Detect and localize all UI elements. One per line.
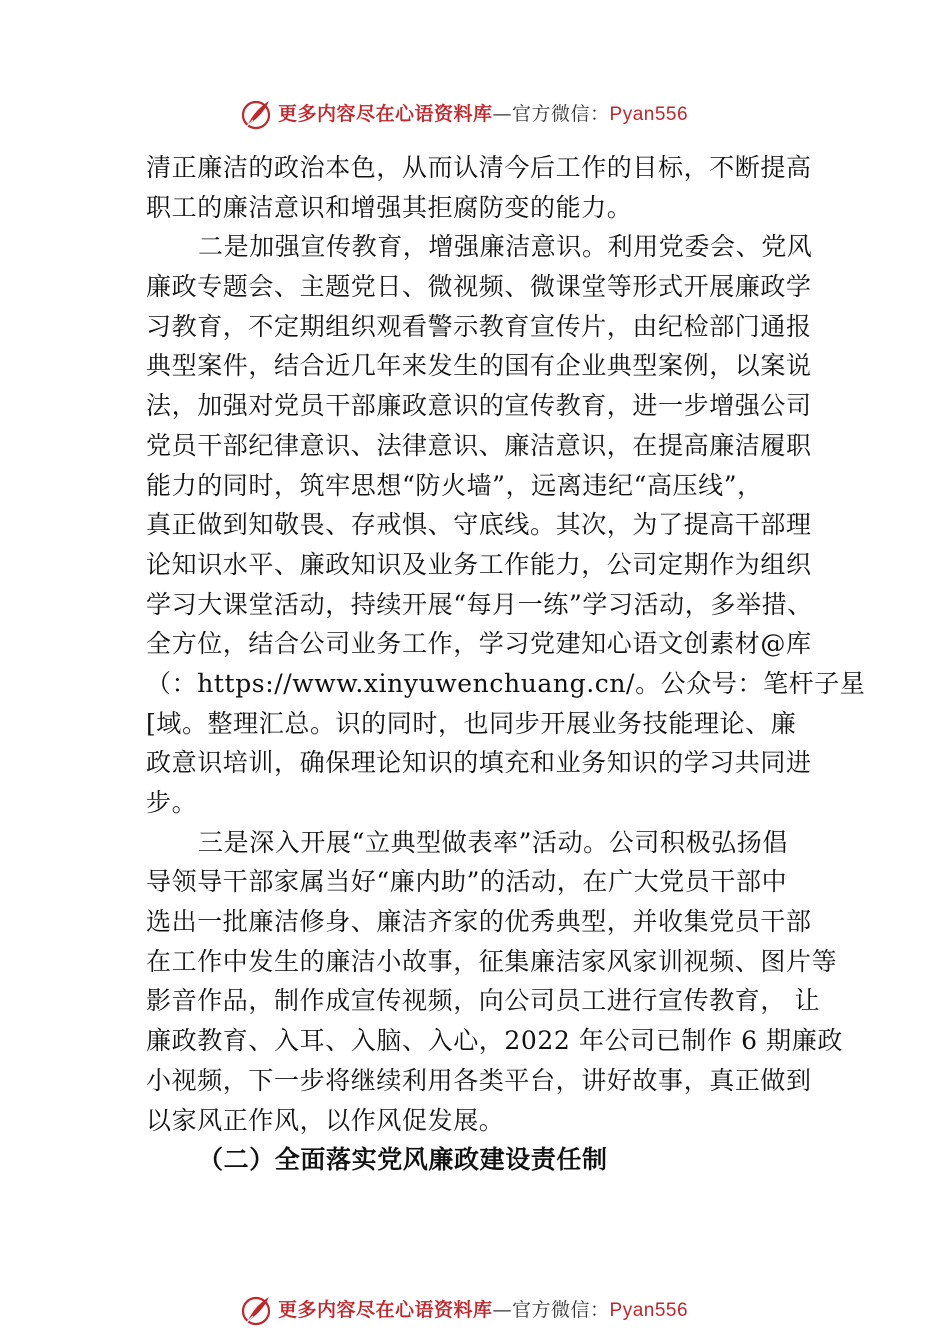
text-line: 三是深入开展“立典型做表率”活动。公司积极弘扬倡 <box>198 827 788 857</box>
footer-banner <box>0 1288 950 1332</box>
banner-separator: — <box>492 1299 513 1321</box>
text-line: 职工的廉洁意识和增强其拒腐防变的能力。 <box>146 192 633 222</box>
text-line: 以家风正作风，以作风促发展。 <box>146 1105 505 1135</box>
text-line: 在工作中发生的廉洁小故事，征集廉洁家风家训视频、图片等 <box>146 946 838 976</box>
text-line: [域。整理汇总。识的同时，也同步开展业务技能理论、廉 <box>146 708 797 738</box>
text-line: 法，加强对党员干部廉政意识的宣传教育，进一步增强公司 <box>146 391 812 421</box>
quill-logo-icon <box>238 1292 274 1328</box>
text-line: 真正做到知敬畏、存戒惧、守底线。其次，为了提高干部理 <box>146 510 812 540</box>
text-line: 习教育，不定期组织观看警示教育宣传片，由纪检部门通报 <box>146 311 812 341</box>
text-line: 选出一批廉洁修身、廉洁齐家的优秀典型，并收集党员干部 <box>146 907 812 937</box>
text-line: 论知识水平、廉政知识及业务工作能力，公司定期作为组织 <box>146 549 812 579</box>
banner-text <box>278 1296 688 1325</box>
text-line: 廉政专题会、主题党日、微视频、微课堂等形式开展廉政学 <box>146 272 812 302</box>
text-line: 能力的同时，筑牢思想“防火墙”，远离违纪“高压线”， <box>146 470 763 500</box>
text-line: 廉政教育、入耳、入脑、入心，2022 年公司已制作 6 期廉政 <box>146 1026 843 1056</box>
text-line: 典型案件，结合近几年来发生的国有企业典型案例，以案说 <box>146 351 812 381</box>
text-line: （：https://www.xinyuwenchuang.cn/。公众号：笔杆子星 <box>146 668 866 698</box>
text-line: 步。 <box>146 788 198 817</box>
banner-separator: — <box>492 103 513 125</box>
banner-account: Pyan556 <box>609 104 689 125</box>
banner-official-label: 官方微信： <box>512 103 610 125</box>
banner-account: Pyan556 <box>609 1300 689 1321</box>
text-line: 清正廉洁的政治本色，从而认清今后工作的目标，不断提高 <box>146 153 812 182</box>
text-line: 学习大课堂活动，持续开展“每月一练”学习活动，多举措、 <box>146 589 813 619</box>
banner-brand: 更多内容尽在心语资料库 <box>278 103 493 125</box>
text-line: 党员干部纪律意识、法律意识、廉洁意识，在提高廉洁履职 <box>146 430 812 460</box>
banner-official-label: 官方微信： <box>512 1299 610 1321</box>
banner-text <box>278 100 688 129</box>
section-heading: （二）全面落实党风廉政建设责任制 <box>198 1145 608 1175</box>
text-line: 影音作品，制作成宣传视频，向公司员工进行宣传教育， 让 <box>146 986 821 1016</box>
text-line: 导领导干部家属当好“廉内助”的活动，在广大党员干部中 <box>146 867 788 897</box>
text-line: 政意识培训，确保理论知识的填充和业务知识的学习共同进 <box>146 748 812 778</box>
header-banner <box>0 92 950 136</box>
text-line: 小视频，下一步将继续利用各类平台，讲好故事，真正做到 <box>146 1065 812 1095</box>
banner-brand: 更多内容尽在心语资料库 <box>278 1299 493 1321</box>
text-line: 二是加强宣传教育，增强廉洁意识。利用党委会、党风 <box>198 232 813 262</box>
document-body <box>146 148 866 1180</box>
text-line: 全方位，结合公司业务工作，学习党建知心语文创素材@库 <box>146 629 812 659</box>
quill-logo-icon <box>238 96 274 132</box>
